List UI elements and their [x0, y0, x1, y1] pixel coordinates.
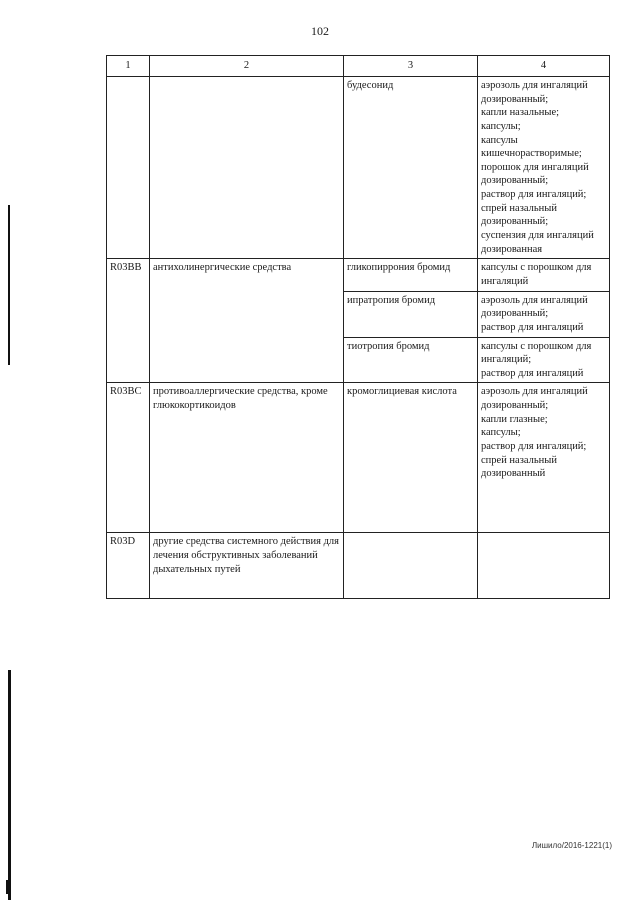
table-row: [107, 259, 610, 291]
dosage-form-item: раствор для ингаляций;: [481, 189, 587, 201]
substance-name-cell: тиотропия бромид: [344, 337, 478, 383]
pharmacological-group-cell: противоаллергические средства, кроме глюкокортикоидов: [150, 383, 344, 533]
dosage-forms-cell: [478, 259, 610, 291]
document-footer-code: Лишило/2016-1221(1): [531, 841, 612, 850]
dosage-form-item: спрей назальный дозированный;: [481, 202, 557, 228]
table-row: [107, 533, 610, 599]
substance-name-cell: гликопиррония бромид: [344, 259, 478, 291]
drug-classification-table: [106, 55, 610, 599]
dosage-form-item: капсулы с порошком для ингаляций: [481, 262, 592, 287]
scan-margin-mark: [6, 880, 11, 894]
substance-name-cell: ипратропия бромид: [344, 291, 478, 337]
dosage-form-item: раствор для ингаляций;: [481, 441, 587, 453]
atc-code-cell: R03BB: [107, 259, 150, 383]
dosage-form-item: раствор для ингаляций: [481, 321, 584, 333]
dosage-form-item: капсулы;: [481, 120, 521, 132]
dosage-forms-cell: [478, 291, 610, 337]
atc-code-cell: R03BC: [107, 383, 150, 533]
pharmacological-group-cell: другие средства системного действия для лечения обструктивных заболеваний дыхательных путей: [150, 533, 344, 599]
dosage-form-item: капли глазные;: [481, 413, 548, 425]
table-header: [107, 56, 610, 77]
table-row: [107, 383, 610, 533]
dosage-forms-cell: [478, 337, 610, 383]
table-row: [107, 77, 610, 259]
pharmacological-group-cell: антихолинергические средства: [150, 259, 344, 383]
substance-name-cell: кромоглициевая кислота: [344, 383, 478, 533]
dosage-form-item: капсулы;: [481, 427, 521, 439]
scan-margin-mark: [8, 670, 11, 900]
dosage-form-item: аэрозоль для ингаляций дозированный;: [481, 80, 588, 105]
header-cell-3: 3: [344, 56, 478, 77]
substance-name-cell: будесонид: [344, 77, 478, 259]
header-cell-4: 4: [478, 56, 610, 77]
dosage-forms-cell: [478, 383, 610, 533]
page-number: 102: [311, 24, 329, 38]
dosage-form-item: капли назальные;: [481, 107, 560, 119]
dosage-form-item: раствор для ингаляций: [481, 367, 584, 379]
dosage-forms-cell: [478, 533, 610, 599]
dosage-forms-cell: [478, 77, 610, 259]
header-cell-1: 1: [107, 56, 150, 77]
dosage-form-item: спрей назальный дозированный: [481, 454, 557, 480]
header-row: [107, 56, 610, 77]
dosage-form-item: аэрозоль для ингаляций дозированный;: [481, 294, 588, 320]
dosage-form-item: капсулы кишечнорастворимые;: [481, 134, 582, 160]
scan-margin-mark: [8, 205, 10, 365]
table-body: [107, 77, 610, 599]
dosage-form-item: порошок для ингаляций дозированный;: [481, 161, 589, 187]
dosage-form-item: капсулы с порошком для ингаляций;: [481, 340, 592, 366]
atc-code-cell: [107, 77, 150, 259]
header-cell-2: 2: [150, 56, 344, 77]
atc-code-cell: R03D: [107, 533, 150, 599]
dosage-form-item: суспензия для ингаляций дозированная: [481, 230, 594, 255]
pharmacological-group-cell: [150, 77, 344, 259]
substance-name-cell: [344, 533, 478, 599]
dosage-form-item: аэрозоль для ингаляций дозированный;: [481, 386, 588, 412]
